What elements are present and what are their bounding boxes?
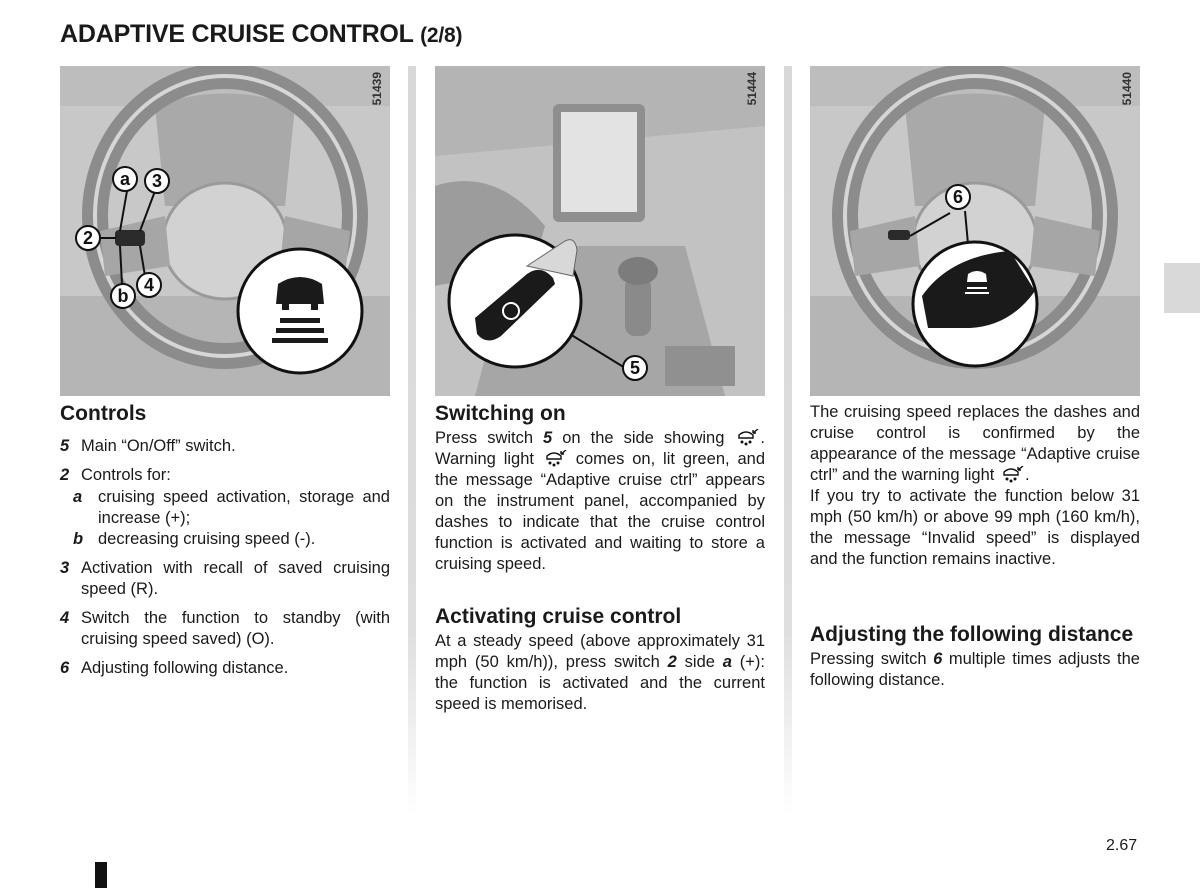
sub-list-item (60, 487, 390, 529)
cruise-control-warning-icon (735, 429, 759, 447)
switch-key: 2 (667, 653, 677, 671)
list-item (60, 436, 390, 457)
figure-reference-number: 51439 (370, 72, 384, 106)
cruise-control-warning-icon (1000, 466, 1024, 484)
figure-reference-number: 51440 (1120, 72, 1134, 106)
text-run: . Warning light (435, 429, 765, 468)
callout-4: 4 (136, 272, 162, 298)
steering-wheel-illustration (810, 66, 1140, 396)
item-text: Switch the function to standby (with cruising speed saved) (O). (81, 609, 390, 648)
sub-list (73, 487, 390, 550)
figure-console-switch (435, 66, 765, 396)
item-text: Controls for: (81, 466, 171, 484)
adjusting-heading: Adjusting the following distance (810, 623, 1134, 646)
list-item (60, 558, 390, 600)
text-run: . (1024, 466, 1030, 484)
list-item (60, 465, 390, 550)
item-text: Activation with recall of saved cruising speed (R). (81, 559, 390, 598)
print-mark (95, 862, 107, 888)
text-run: on the side showing (552, 429, 735, 447)
figure-steering-controls (60, 66, 390, 396)
item-key: 3 (60, 559, 70, 577)
callout-5: 5 (622, 355, 648, 381)
item-key: 2 (60, 466, 70, 484)
controls-section (60, 402, 390, 687)
sub-item-key: b (73, 530, 84, 548)
item-key: 4 (60, 609, 70, 627)
figure-distance-switch (810, 66, 1140, 396)
page-title (60, 20, 462, 49)
figure-reference-number: 51444 (745, 72, 759, 106)
switching-on-paragraph (435, 428, 765, 575)
callout-2: 2 (75, 225, 101, 251)
page-title-part: (2/8) (420, 24, 463, 47)
sub-item-key: a (73, 488, 83, 506)
steering-wheel-illustration (60, 66, 390, 396)
console-illustration (435, 66, 765, 396)
page-title-text: ADAPTIVE CRUISE CONTROL (60, 20, 414, 48)
sub-item-text: cruising speed activation, storage and increase (+); (98, 488, 390, 527)
cruise-control-warning-icon (543, 450, 567, 468)
page-number: 2.67 (1106, 837, 1138, 854)
adjusting-section (810, 623, 1140, 691)
cruising-paragraph-1 (810, 402, 1140, 486)
switch-key: 6 (933, 650, 943, 668)
sub-item-text: decreasing cruising speed (-). (98, 530, 316, 548)
column-divider-left (408, 66, 416, 816)
item-key: 6 (60, 659, 70, 677)
callout-6: 6 (945, 184, 971, 210)
text-run: The cruising speed replaces the dashes and cruise control is confirmed by the appearance of the message “Adaptive cruise ctrl” and the warning light (810, 403, 1140, 484)
section-tab (1164, 263, 1200, 313)
item-key: 5 (60, 437, 70, 455)
item-text: Adjusting following distance. (81, 659, 289, 677)
item-text: Main “On/Off” switch. (81, 437, 236, 455)
callout-b: b (110, 283, 136, 309)
text-run: multiple times adjusts the following distance. (810, 650, 1140, 689)
sub-list-item (60, 529, 390, 550)
switching-on-heading: Switching on (435, 402, 566, 425)
switch-key: 5 (543, 429, 553, 447)
callout-a: a (112, 166, 138, 192)
text-run: At a steady speed (above approximately 31 mph (50 km/h)), press switch (435, 632, 765, 671)
list-item (60, 608, 390, 650)
switching-on-section (435, 402, 765, 575)
activating-section (435, 605, 765, 715)
text-run: comes on, lit green, and the message “Adaptive cruise ctrl” appears on the instrument panel, accompanied by dashes to indicate that the cruise control function is activated and waiting to store a cruising speed. (435, 450, 766, 573)
column-divider-right (784, 66, 792, 816)
adjusting-paragraph (810, 649, 1140, 691)
activating-heading: Activating cruise control (435, 605, 682, 628)
cruising-speed-section (810, 402, 1140, 570)
text-run: (+): the function is activated and the current speed is memorised. (435, 653, 765, 713)
text-run: side (676, 653, 723, 671)
switch-key: a (722, 653, 732, 671)
text-run: Press switch (435, 429, 544, 447)
controls-heading: Controls (60, 402, 147, 425)
text-run: Pressing switch (810, 650, 934, 668)
list-item (60, 658, 390, 679)
activating-paragraph (435, 631, 765, 715)
cruising-paragraph-2: If you try to activate the function below 31 mph (50 km/h) or above 99 mph (160 km/h), the message “Invalid speed” is displayed and the function remains inactive. (810, 487, 1140, 568)
callout-3: 3 (144, 168, 170, 194)
